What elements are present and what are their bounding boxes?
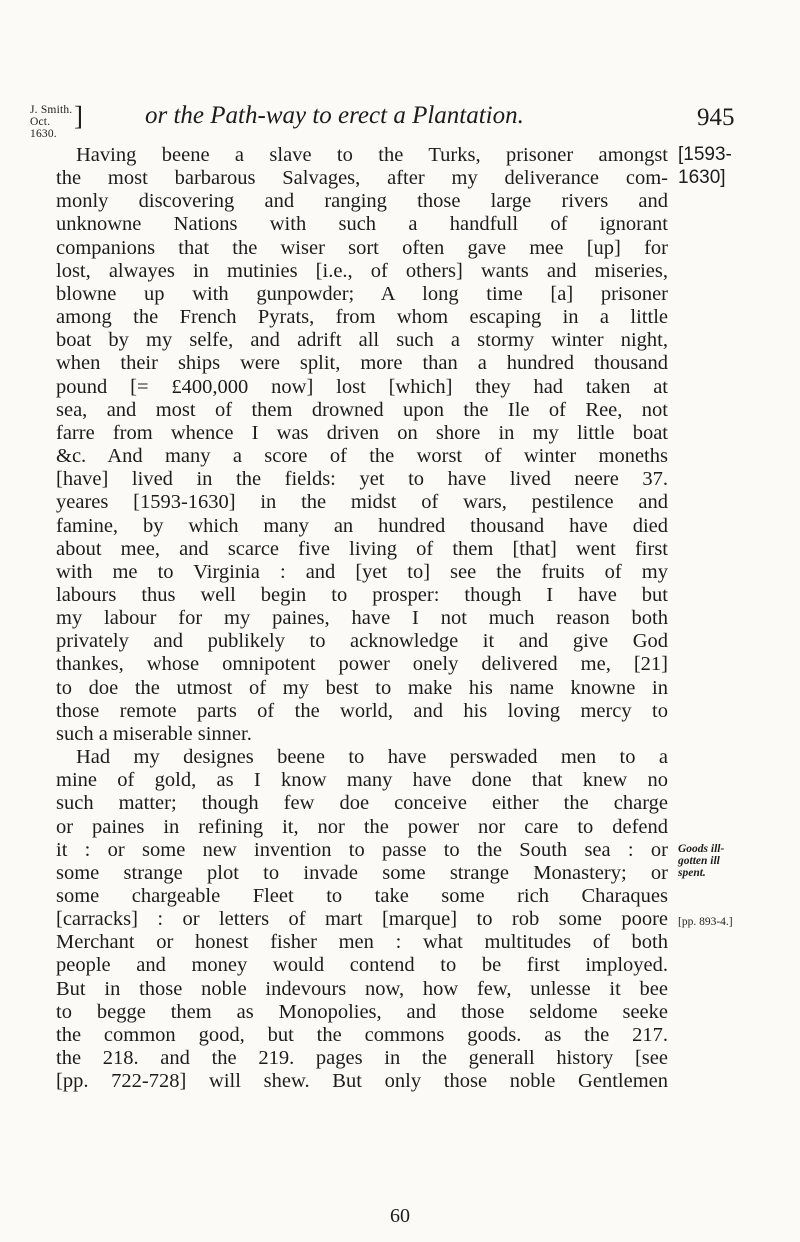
text-line: such a miserable sinner. xyxy=(56,722,252,745)
text-line: companions that the wiser sort often gave mee [up] for xyxy=(56,236,668,259)
text-line: some chargeable Fleet to take some rich Charaques xyxy=(56,885,668,907)
text-line: sea, and most of them drowned upon the Ile of Ree, not xyxy=(56,398,668,421)
text-line: famine, by which many an hundred thousand have died xyxy=(56,514,668,537)
text-line: [have] lived in the fields: yet to have lived neere 37. xyxy=(56,468,668,491)
text-line: [carracks] : or letters of mart [marque] to rob some poore xyxy=(56,908,668,931)
header-bracket: ] xyxy=(74,101,84,131)
margin-note xyxy=(678,843,724,879)
text-line: with me to Virginia : and [yet to] see the fruits of my xyxy=(56,560,668,583)
author-name: J. Smith. xyxy=(30,104,73,116)
text-line: pound [= £400,000 now] lost [which] they had taken at xyxy=(56,375,668,398)
text-line: to begge them as Monopolies, and those seldome seeke xyxy=(56,1000,668,1023)
text-line: or paines in refining it, nor the power nor care to defend xyxy=(56,815,668,838)
text-line: it : or some new invention to passe to the South sea : or xyxy=(56,838,668,861)
text-line: monly discovering and ranging those large rivers and xyxy=(56,190,668,213)
text-line: such matter; though few doe conceive either the charge xyxy=(56,792,668,815)
text-line: privately and publikely to acknowledge it and give God xyxy=(56,630,668,653)
page-folio: 945 xyxy=(697,104,735,131)
running-head-title: or the Path-way to erect a Plantation. xyxy=(145,102,524,129)
signature-mark: 60 xyxy=(390,1205,410,1227)
body-text xyxy=(56,144,668,1093)
running-head-author xyxy=(30,101,84,140)
text-line: the common good, but the commons goods. as the 217. xyxy=(56,1023,668,1046)
text-line: mine of gold, as I know many have done that knew no xyxy=(56,769,668,792)
text-line: the most barbarous Salvages, after my deliverance com- xyxy=(56,167,668,190)
text-line: blowne up with gunpowder; A long time [a] prisoner xyxy=(56,282,668,305)
text-line: Merchant or honest fisher men : what multitudes of both xyxy=(56,931,668,954)
author-date: Oct. 1630. xyxy=(30,116,57,140)
text-line: farre from whence I was driven on shore in my little boat xyxy=(56,421,668,444)
text-line: thankes, whose omnipotent power onely delivered me, [21] xyxy=(56,653,668,676)
text-line: yeares [1593-1630] in the midst of wars, pestilence and xyxy=(56,491,668,514)
text-line: labours thus well begin to prosper: though I have but xyxy=(56,583,668,606)
text-line: Had my designes beene to have perswaded men to a xyxy=(76,746,668,769)
margin-note-line: Goods ill- xyxy=(678,843,725,855)
margin-date-range xyxy=(678,143,732,189)
text-line: unknowne Nations with such a handfull of ignorant xyxy=(56,213,668,236)
text-line: the 218. and the 219. pages in the generall history [see xyxy=(56,1047,668,1070)
text-line: lost, alwayes in mutinies [i.e., of others] wants and miseries, xyxy=(56,259,668,282)
margin-date-end: 1630] xyxy=(678,167,726,188)
text-line: some strange plot to invade some strange Monastery; or xyxy=(56,861,668,884)
margin-note-line: spent. xyxy=(678,867,706,879)
text-line: Having beene a slave to the Turks, prisoner amongst xyxy=(76,144,668,166)
text-line: to doe the utmost of my best to make his name knowne in xyxy=(56,676,668,699)
margin-date-start: [1593- xyxy=(678,144,732,165)
text-line: But in those noble indevours now, how few, unlesse it bee xyxy=(56,977,668,1000)
margin-page-reference: [pp. 893-4.] xyxy=(678,916,733,928)
text-line: among the French Pyrats, from whom escaping in a little xyxy=(56,306,668,329)
text-line: my labour for my paines, have I not much reason both xyxy=(56,607,668,630)
text-line: people and money would contend to be first imployed. xyxy=(56,954,668,977)
text-line: boat by my selfe, and adrift all such a stormy winter night, xyxy=(56,329,668,352)
text-line: about mee, and scarce five living of them [that] went first xyxy=(56,537,668,560)
text-line: when their ships were split, more than a hundred thousand xyxy=(56,352,668,375)
text-line: those remote parts of the world, and his loving mercy to xyxy=(56,699,668,722)
text-line: [pp. 722-728] will shew. But only those noble Gentlemen xyxy=(56,1070,668,1093)
margin-note-line: gotten ill xyxy=(678,855,720,867)
text-line: &c. And many a score of the worst of winter moneths xyxy=(56,445,668,468)
